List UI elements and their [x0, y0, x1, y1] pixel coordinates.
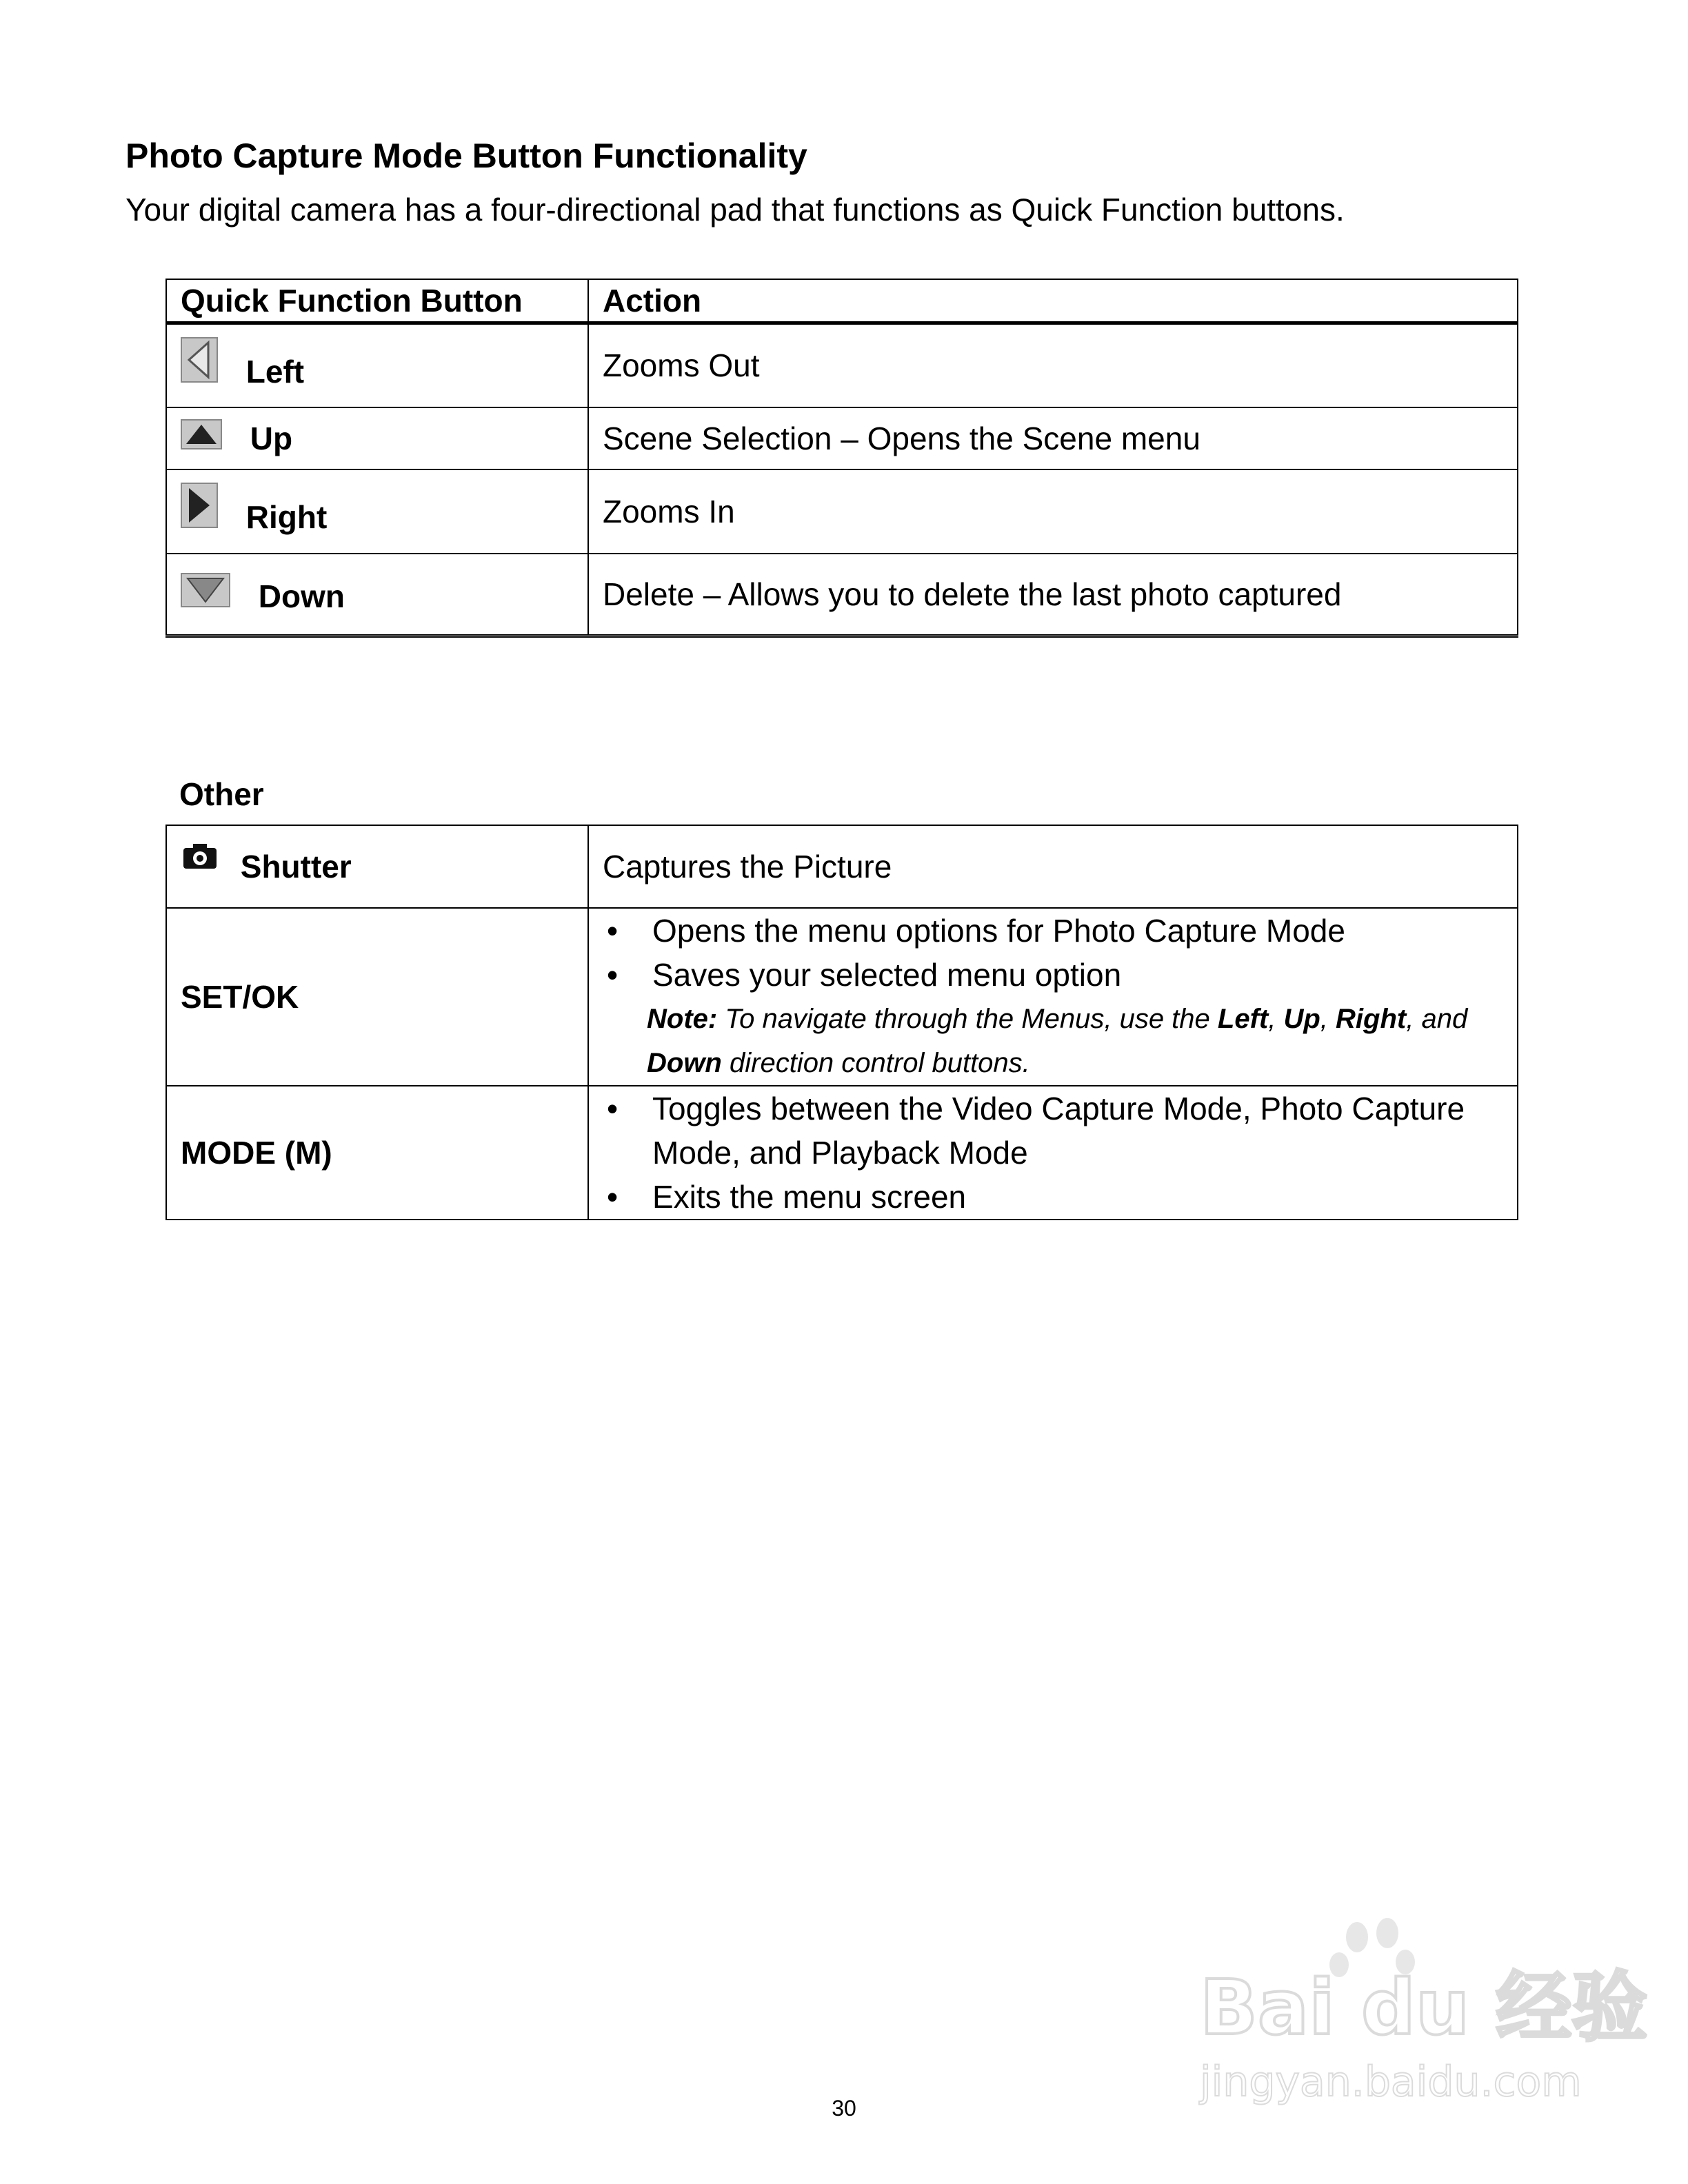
table-row	[166, 825, 1518, 908]
action-cell: Captures the Picture	[588, 825, 1518, 908]
intro-text: Your digital camera has a four-directional pad that functions as Quick Function buttons.	[125, 192, 1345, 228]
list-item: • Exits the menu screen	[603, 1175, 1503, 1219]
list-item: • Toggles between the Video Capture Mode, Photo Capture Mode, and Playback Mode	[603, 1086, 1503, 1175]
note-bold: Up	[1283, 1004, 1320, 1034]
button-cell-shutter	[166, 825, 588, 908]
table-row	[166, 407, 1518, 469]
baidu-watermark	[1186, 1910, 1648, 2116]
other-section-title: Other	[179, 776, 264, 812]
list-item: • Saves your selected menu option	[603, 953, 1503, 997]
header-action: Action	[588, 279, 1518, 323]
camera-icon	[181, 841, 219, 879]
note-bold: Right	[1336, 1004, 1407, 1034]
page-number: 30	[832, 2096, 856, 2121]
table-row	[166, 323, 1518, 407]
action-list	[603, 909, 1503, 997]
note-text: ,	[1320, 1004, 1336, 1034]
button-cell-right	[166, 469, 588, 554]
note-text: direction control buttons.	[721, 1048, 1030, 1078]
button-label: Right	[245, 499, 328, 535]
table-header-row	[166, 279, 1518, 323]
button-cell-mode: MODE (M)	[166, 1086, 588, 1220]
table-row	[166, 469, 1518, 554]
other-buttons-table	[165, 825, 1518, 1220]
navigation-note	[603, 997, 1503, 1085]
action-cell: Zooms Out	[588, 323, 1518, 407]
action-cell	[588, 908, 1518, 1086]
action-list	[603, 1086, 1503, 1219]
page-title: Photo Capture Mode Button Functionality	[125, 136, 807, 175]
note-bold: Down	[647, 1048, 722, 1078]
right-arrow-icon	[181, 483, 218, 536]
note-text: , and	[1406, 1004, 1468, 1034]
button-label: Down	[258, 578, 345, 615]
up-arrow-icon	[181, 419, 222, 457]
button-label: Left	[245, 353, 305, 390]
down-arrow-icon	[181, 573, 230, 615]
note-prefix: Note:	[647, 1004, 718, 1034]
table-row	[166, 908, 1518, 1086]
header-quick-function-button: Quick Function Button	[166, 279, 588, 323]
action-cell: Scene Selection – Opens the Scene menu	[588, 407, 1518, 469]
watermark-brand: Bai du 经验	[1200, 1963, 1648, 2052]
table-row	[166, 554, 1518, 636]
table-row	[166, 1086, 1518, 1220]
button-label: Shutter	[240, 849, 352, 884]
quick-function-table	[165, 279, 1518, 638]
button-cell-setok: SET/OK	[166, 908, 588, 1086]
button-cell-up	[166, 407, 588, 469]
note-bold: Left	[1217, 1004, 1269, 1034]
action-cell	[588, 1086, 1518, 1220]
list-item: • Opens the menu options for Photo Capture Mode	[603, 909, 1503, 953]
button-cell-left	[166, 323, 588, 407]
watermark-url: jingyan.baidu.com	[1200, 2058, 1582, 2106]
button-cell-down	[166, 554, 588, 636]
action-cell: Zooms In	[588, 469, 1518, 554]
note-text: To navigate through the Menus, use the	[717, 1004, 1218, 1034]
button-label: Up	[250, 421, 293, 456]
action-cell: Delete – Allows you to delete the last photo captured	[588, 554, 1518, 636]
left-arrow-icon	[181, 337, 218, 390]
note-text: ,	[1268, 1004, 1284, 1034]
